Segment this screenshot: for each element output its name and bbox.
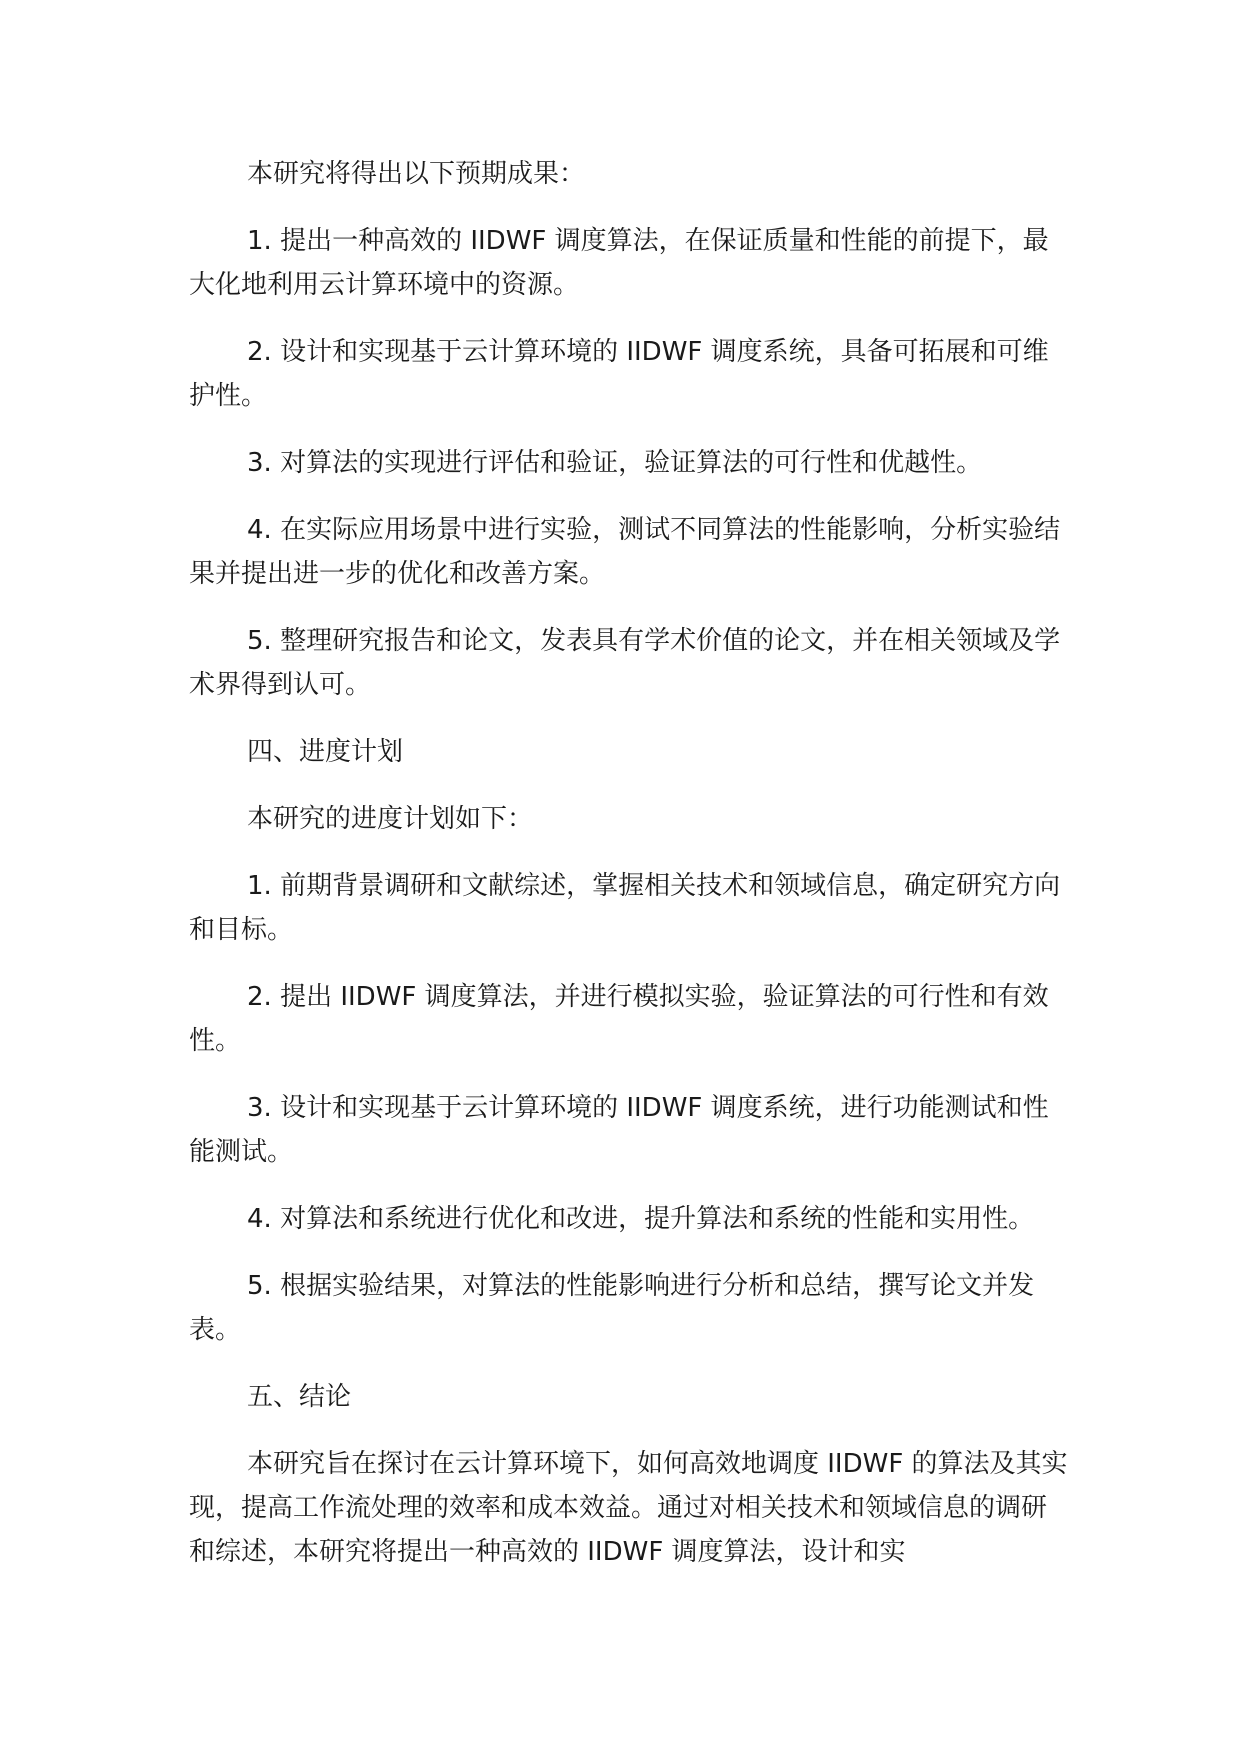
conclusion-paragraph: 本研究旨在探讨在云计算环境下，如何高效地调度 IIDWF 的算法及其实现，提高工作流处理的效率和成本效益。通过对相关技术和领域信息的调研和综述，本研究将提出一种高效的 IIDWF 调度算法，设计和实 (189, 1449, 1068, 1567)
section-heading-schedule: 四、进度计划 (247, 737, 404, 767)
result-item-5: 5. 整理研究报告和论文，发表具有学术价值的论文，并在相关领域及学术界得到认可。 (189, 626, 1061, 700)
schedule-intro: 本研究的进度计划如下： (247, 804, 534, 834)
result-item-4: 4. 在实际应用场景中进行实验，测试不同算法的性能影响，分析实验结果并提出进一步的优化和改善方案。 (189, 515, 1061, 589)
schedule-item-2: 2. 提出 IIDWF 调度算法，并进行模拟实验，验证算法的可行性和有效性。 (189, 982, 1049, 1056)
result-item-3: 3. 对算法的实现进行评估和验证，验证算法的可行性和优越性。 (247, 448, 983, 478)
intro-expected-results: 本研究将得出以下预期成果： (247, 159, 586, 189)
result-item-1: 1. 提出一种高效的 IIDWF 调度算法，在保证质量和性能的前提下，最大化地利用云计算环境中的资源。 (189, 226, 1049, 300)
document-body (189, 152, 1069, 1597)
section-heading-conclusion: 五、结论 (247, 1382, 352, 1412)
result-item-2: 2. 设计和实现基于云计算环境的 IIDWF 调度系统，具备可拓展和可维护性。 (189, 337, 1049, 411)
schedule-item-5: 5. 根据实验结果，对算法的性能影响进行分析和总结，撰写论文并发表。 (189, 1271, 1035, 1345)
schedule-item-1: 1. 前期背景调研和文献综述，掌握相关技术和领域信息，确定研究方向和目标。 (189, 871, 1061, 945)
schedule-item-4: 4. 对算法和系统进行优化和改进，提升算法和系统的性能和实用性。 (247, 1204, 1035, 1234)
schedule-item-3: 3. 设计和实现基于云计算环境的 IIDWF 调度系统，进行功能测试和性能测试。 (189, 1093, 1049, 1167)
